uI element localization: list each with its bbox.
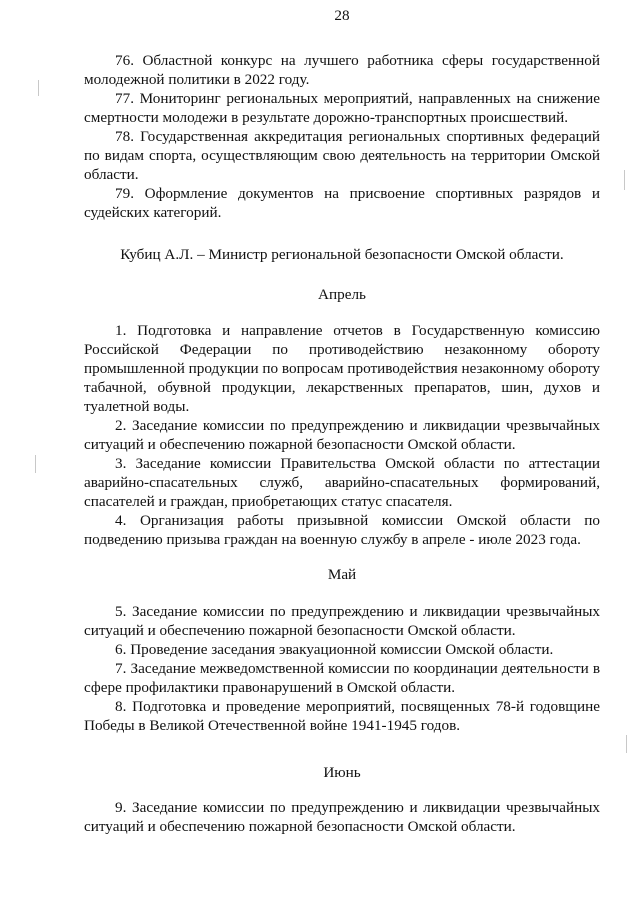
list-item: 7. Заседание межведомственной комиссии по координации деятельности в сфере профилактики правонарушений в Омской области. (84, 660, 600, 696)
june-heading-block (84, 763, 600, 782)
list-item: 5. Заседание комиссии по предупреждению и ликвидации чрезвычайных ситуаций и обеспечению пожарной безопасности Омской области. (84, 603, 600, 639)
minister-heading-block (84, 245, 600, 264)
may-heading-block (84, 565, 600, 584)
scan-margin-mark (624, 170, 625, 190)
june-items-block (84, 798, 600, 836)
list-item: 79. Оформление документов на присвоение спортивных разрядов и судейских категорий. (84, 185, 600, 221)
april-items-block (84, 321, 600, 549)
scan-margin-mark (38, 80, 39, 96)
list-item: 78. Государственная аккредитация региональных спортивных федераций по видам спорта, осуществляющим свою деятельность на территории Омской области. (84, 128, 600, 183)
may-items-block (84, 602, 600, 735)
month-heading-may: Май (327, 566, 357, 583)
minister-heading: Кубиц А.Л. – Министр региональной безопасности Омской области. (120, 246, 564, 263)
list-item: 6. Проведение заседания эвакуационной комиссии Омской области. (115, 641, 554, 658)
april-heading-block (84, 285, 600, 304)
list-item: 8. Подготовка и проведение мероприятий, посвященных 78-й годовщине Победы в Великой Отечественной войне 1941-1945 годов. (84, 698, 600, 734)
list-item: 9. Заседание комиссии по предупреждению и ликвидации чрезвычайных ситуаций и обеспечению пожарной безопасности Омской области. (84, 799, 600, 835)
page-number: 28 (334, 7, 350, 24)
month-heading-june: Июнь (323, 764, 361, 781)
scan-margin-mark (35, 455, 36, 473)
list-item: 76. Областной конкурс на лучшего работника сферы государственной молодежной политики в 2022 году. (84, 52, 600, 88)
list-item: 1. Подготовка и направление отчетов в Государственную комиссию Российской Федерации по противодействию незаконному обороту промышленной продукции по вопросам противодействия незаконному обороту табачной, обувной продукции, лекарственных препаратов, шин, духов и туалетной воды. (84, 322, 600, 415)
list-item: 3. Заседание комиссии Правительства Омской области по аттестации аварийно-спасательных служб, аварийно-спасательных формирований, спасателей и граждан, приобретающих статус спасателя. (84, 455, 600, 510)
month-heading-april: Апрель (318, 286, 366, 303)
scan-margin-mark (626, 735, 627, 753)
list-item: 77. Мониторинг региональных мероприятий, направленных на снижение смертности молодежи в результате дорожно-транспортных происшествий. (84, 90, 600, 126)
top-items-block (84, 51, 600, 222)
list-item: 4. Организация работы призывной комиссии Омской области по подведению призыва граждан на военную службу в апреле - июле 2023 года. (84, 512, 600, 548)
list-item: 2. Заседание комиссии по предупреждению и ликвидации чрезвычайных ситуаций и обеспечению пожарной безопасности Омской области. (84, 417, 600, 453)
